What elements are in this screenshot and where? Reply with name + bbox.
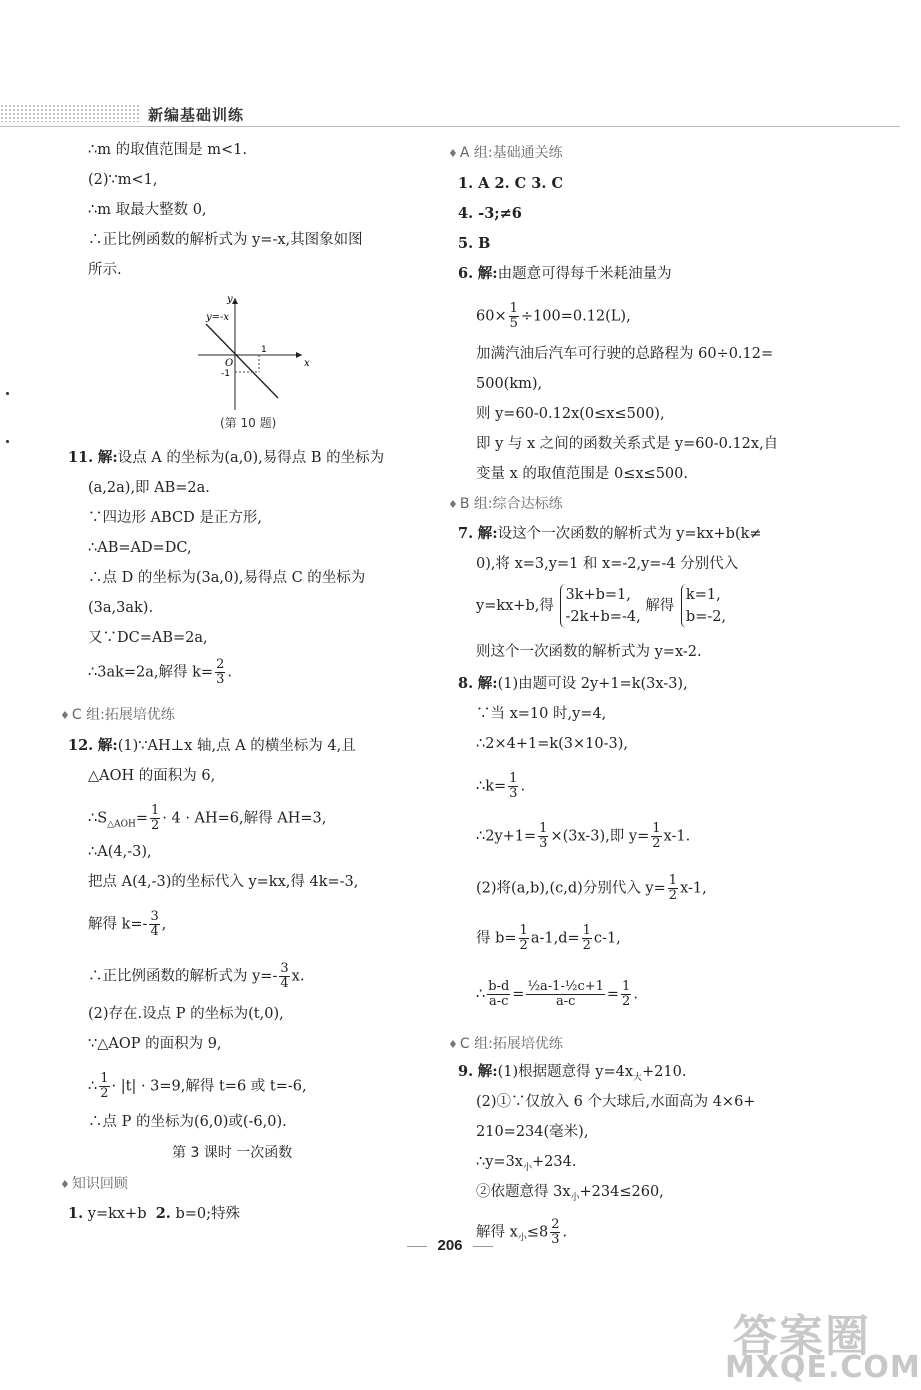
text-line: 210=234(毫米),	[476, 1124, 589, 1140]
numerator: 1	[509, 771, 518, 786]
question-number: 12.	[68, 737, 94, 754]
subscript: 小	[570, 1192, 580, 1203]
denominator: 2	[582, 938, 591, 953]
numerator: 1	[582, 923, 591, 938]
text-line: (2)①∵仅放入 6 个大球后,水面高为 4×6+	[476, 1094, 756, 1110]
text-line: 变量 x 的取值范围是 0≤x≤500.	[476, 466, 688, 482]
answer-label: 解:	[97, 449, 118, 466]
numerator: 1	[519, 923, 528, 938]
fraction	[149, 910, 159, 939]
x-axis-arrow	[296, 352, 302, 358]
subscript: 小	[517, 1233, 527, 1244]
text: 解得 k=-	[88, 916, 148, 933]
equation: b=-2,	[685, 609, 727, 625]
text: · 4 · AH=6,解得 AH=3,	[162, 810, 327, 827]
margin-dot	[6, 392, 9, 395]
text: ÷100=0.12(L),	[520, 308, 631, 325]
text-line: ∵四边形 ABCD 是正方形,	[88, 510, 262, 526]
lesson-title: 第 3 课时 一次函数	[172, 1145, 293, 1161]
question-number: 2.	[155, 1205, 171, 1222]
text: b=0;特殊	[175, 1206, 241, 1222]
figure-caption: (第 10 题)	[220, 416, 277, 430]
origin-label: O	[225, 358, 234, 369]
text-line: (a,2a),即 AB=2a.	[88, 480, 210, 496]
text-line: 则这个一次函数的解析式为 y=x-2.	[476, 644, 702, 660]
question-number: 8.	[458, 675, 474, 692]
text-line: 即 y 与 x 之间的函数关系式是 y=60-0.12x,自	[476, 436, 779, 452]
text-line: 1. A 2. C 3. C	[458, 175, 563, 192]
numerator: 1	[539, 821, 548, 836]
section-heading: ♦ C 组:拓展培优练	[448, 1034, 563, 1055]
denominator: a-c	[489, 994, 509, 1009]
text-line	[476, 980, 638, 1009]
question-9	[458, 1062, 686, 1088]
text: x.	[291, 968, 305, 985]
subscript: 小	[522, 1162, 532, 1173]
text: ②依题意得 3x	[476, 1184, 571, 1200]
numerator: 1	[652, 821, 661, 836]
text-line: 500(km),	[476, 376, 543, 392]
question-number: 9.	[458, 1063, 474, 1080]
denominator: 2	[622, 994, 631, 1009]
text: 解得 x	[476, 1224, 518, 1241]
text: .	[562, 1224, 568, 1241]
numerator: ½a-1-½c+1	[527, 979, 604, 994]
tick-label: 1	[261, 345, 267, 355]
text-line: ∴点 P 的坐标为(6,0)或(-6,0).	[88, 1114, 287, 1130]
text: 设点 A 的坐标为(a,0),易得点 B 的坐标为	[117, 450, 385, 466]
text: .	[633, 986, 638, 1003]
numerator: 1	[100, 1071, 109, 1086]
denominator: 3	[551, 1232, 560, 1247]
watermark-logo: 答案圈	[733, 1311, 871, 1362]
denominator: 2	[519, 938, 528, 953]
text: +210.	[642, 1064, 687, 1080]
text-line	[476, 822, 690, 851]
numerator: 1	[622, 979, 631, 994]
header-title: 新编基础训练	[148, 106, 245, 124]
question-number: 1.	[68, 1205, 84, 1222]
numerator: 3	[150, 909, 159, 924]
text: +234.	[532, 1154, 577, 1170]
text: · |t| · 3=9,解得 t=6 或 t=-6,	[111, 1078, 307, 1095]
text: 由题意可得每千米耗油量为	[497, 266, 672, 282]
text-line: (2)∵m<1,	[88, 172, 158, 188]
text-line: ∴点 D 的坐标为(3a,0),易得点 C 的坐标为	[88, 570, 366, 586]
watermark-url: MXQE.COM	[725, 1350, 921, 1385]
text-line: 把点 A(4,-3)的坐标代入 y=kx,得 4k=-3,	[88, 874, 359, 890]
denominator: 4	[280, 976, 289, 991]
text: .	[520, 778, 526, 795]
text: ∴3ak=2a,解得 k=	[88, 664, 214, 681]
text: .	[227, 664, 232, 681]
text: c-1,	[593, 930, 621, 947]
text-line	[476, 1152, 576, 1178]
text-line: ∴m 取最大整数 0,	[88, 202, 207, 218]
text: ∴S	[88, 810, 108, 827]
text-line	[476, 772, 525, 801]
section-heading: ♦ A 组:基础通关练	[448, 143, 563, 164]
fraction	[651, 822, 661, 851]
answer-label: 解:	[477, 525, 498, 542]
header-rule	[0, 126, 900, 127]
text: =	[135, 810, 148, 827]
y-axis-arrow	[232, 298, 238, 304]
fraction	[279, 962, 289, 991]
text: ∴k=	[476, 778, 507, 795]
numerator: 3	[280, 961, 289, 976]
text: (2)将(a,b),(c,d)分别代入 y=	[476, 880, 666, 897]
text-line: ∵△AOP 的面积为 9,	[88, 1036, 222, 1052]
denominator: 2	[100, 1086, 109, 1101]
text-line: △AOH 的面积为 6,	[88, 768, 216, 784]
fraction	[519, 924, 529, 953]
text-line: 0),将 x=3,y=1 和 x=-2,y=-4 分别代入	[476, 556, 739, 572]
fraction	[621, 980, 631, 1009]
equation-system	[681, 584, 726, 628]
text: ∴	[476, 986, 486, 1003]
fraction	[215, 658, 225, 687]
section-heading: ♦ 知识回顾	[60, 1174, 128, 1195]
numerator: 2	[216, 657, 225, 672]
header-decoration	[0, 104, 140, 122]
answer-label: 解:	[97, 737, 118, 754]
text: x-1,	[680, 880, 707, 897]
answer-label: 解:	[477, 675, 498, 692]
numerator: 1	[509, 301, 518, 316]
fraction	[150, 804, 160, 833]
denominator: 3	[216, 672, 225, 687]
text: 设这个一次函数的解析式为 y=kx+b(k≠	[497, 526, 762, 542]
text-line: 加满汽油后汽车可行驶的总路程为 60÷0.12=	[476, 346, 774, 362]
text: ∴正比例函数的解析式为 y=-	[88, 968, 278, 985]
text-line: ∴2×4+1=k(3×10-3),	[476, 736, 629, 752]
fraction	[487, 980, 510, 1009]
subscript: 大	[633, 1072, 643, 1083]
text-line	[476, 302, 631, 331]
graph-figure	[190, 290, 310, 415]
x-label: x	[304, 358, 310, 369]
question-7	[458, 524, 762, 544]
equation: -2k+b=-4,	[565, 609, 641, 625]
text: a-1,d=	[530, 930, 580, 947]
fraction	[526, 980, 604, 1009]
function-line	[206, 324, 278, 398]
section-heading: ♦ B 组:综合达标练	[448, 494, 563, 515]
text-line: 又∵DC=AB=2a,	[88, 630, 208, 646]
text-line	[476, 874, 707, 903]
text: ,	[161, 916, 167, 933]
fraction	[509, 302, 519, 331]
text-line	[88, 658, 232, 687]
text: =	[606, 986, 620, 1003]
text: (1)根据题意得 y=4x	[497, 1064, 634, 1080]
watermark	[725, 1300, 921, 1385]
question-8	[458, 674, 688, 694]
text-line	[476, 584, 726, 628]
denominator: 3	[509, 786, 518, 801]
text-line: ∴A(4,-3),	[88, 844, 152, 860]
text-line	[88, 910, 166, 939]
question-12	[68, 736, 356, 756]
denominator: 2	[150, 818, 160, 833]
text-line: (2)存在.设点 P 的坐标为(t,0),	[88, 1006, 284, 1022]
subscript: △AOH	[107, 819, 136, 830]
numerator: 1	[668, 873, 678, 888]
text-line	[476, 924, 621, 953]
text: (1)∵AH⊥x 轴,点 A 的横坐标为 4,且	[117, 738, 356, 754]
text-line: 所示.	[88, 262, 122, 278]
text-line	[88, 804, 326, 834]
denominator: 4	[150, 924, 159, 939]
text-line: ∴m 的取值范围是 m<1.	[88, 142, 247, 158]
denominator: 5	[509, 316, 518, 331]
text-line: (3a,3ak).	[88, 600, 154, 616]
text-line: 4. -3;≠6	[458, 205, 522, 222]
text-line	[476, 1182, 664, 1208]
text: +234≤260,	[579, 1184, 664, 1200]
answer-label: 解:	[477, 265, 498, 282]
text: ∴y=3x	[476, 1154, 523, 1170]
text: 得 b=	[476, 930, 517, 947]
text: ∴2y+1=	[476, 828, 537, 845]
function-label: y=-x	[206, 312, 230, 323]
text-line: ∴AB=AD=DC,	[88, 540, 192, 556]
page-number: 206	[0, 1237, 900, 1254]
numerator: 2	[551, 1217, 560, 1232]
text: y=kx+b	[87, 1206, 147, 1222]
text: 解得	[645, 598, 675, 614]
question-number: 11.	[68, 449, 94, 466]
equation-system	[560, 584, 640, 628]
text: x-1.	[663, 828, 691, 845]
text: y=kx+b,得	[476, 598, 554, 614]
fraction	[538, 822, 548, 851]
text-line: 5. B	[458, 235, 491, 252]
question-6	[458, 264, 672, 284]
question-11	[68, 448, 384, 468]
text-line: ∴正比例函数的解析式为 y=-x,其图象如图	[88, 232, 363, 248]
answer-label: 解:	[477, 1063, 498, 1080]
text-line	[88, 1072, 307, 1101]
numerator: 1	[150, 803, 160, 818]
equation: k=1,	[685, 587, 721, 603]
fraction	[508, 772, 518, 801]
text: ∴	[88, 1078, 98, 1095]
text: ×(3x-3),即 y=	[550, 828, 650, 845]
text-line: ∵当 x=10 时,y=4,	[476, 706, 607, 722]
section-heading: ♦ C 组:拓展培优练	[60, 705, 175, 726]
fraction	[668, 874, 678, 903]
numerator: b-d	[488, 979, 510, 994]
text: (1)由题可设 2y+1=k(3x-3),	[497, 676, 688, 692]
question-number: 6.	[458, 265, 474, 282]
y-label: y	[227, 294, 233, 305]
text: =	[512, 986, 525, 1003]
denominator: 2	[652, 836, 661, 851]
margin-dot	[6, 440, 9, 443]
denominator: a-c	[555, 994, 576, 1009]
text-line	[68, 1204, 240, 1224]
tick-label: -1	[221, 369, 230, 379]
denominator: 3	[539, 836, 548, 851]
text-line	[88, 962, 304, 991]
text-line: 则 y=60-0.12x(0≤x≤500),	[476, 406, 665, 422]
text: 60×	[476, 308, 507, 325]
denominator: 2	[668, 888, 678, 903]
text: ≤8	[526, 1224, 549, 1241]
question-number: 7.	[458, 525, 474, 542]
fraction	[99, 1072, 109, 1101]
fraction	[582, 924, 592, 953]
equation: 3k+b=1,	[565, 587, 631, 603]
